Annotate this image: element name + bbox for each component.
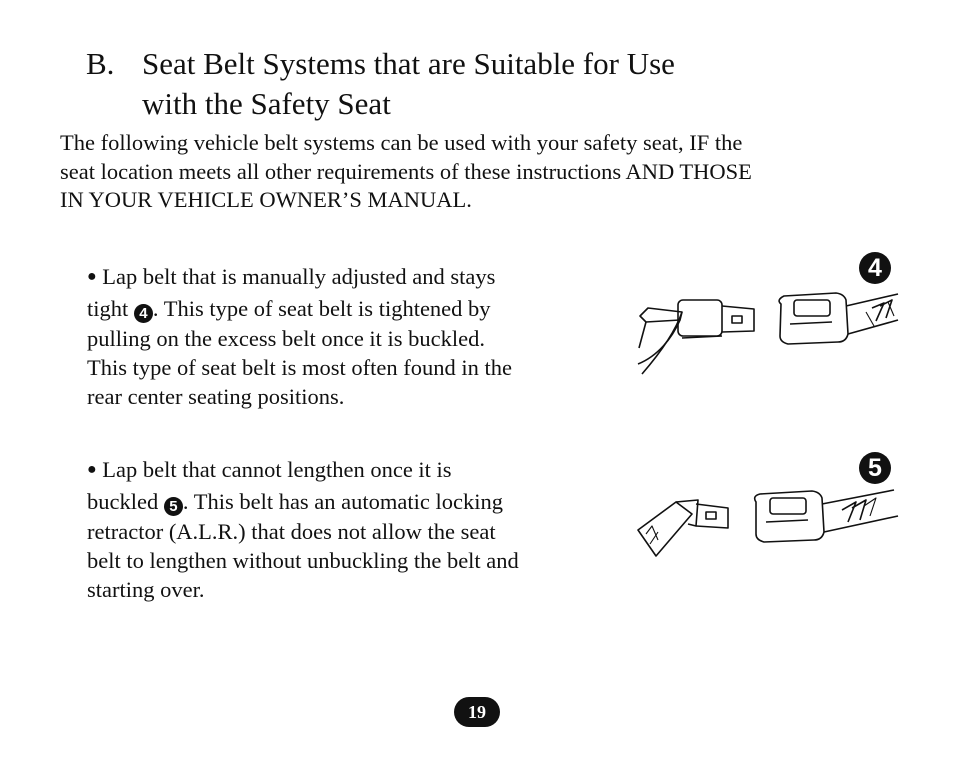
bullet-icon: ● xyxy=(87,268,97,285)
item-text: This type of seat belt is most often found in the xyxy=(87,354,512,380)
locking-lap-belt-illustration xyxy=(636,486,902,566)
intro-line: The following vehicle belt systems can be used with your safety seat, IF the xyxy=(60,130,743,155)
item-text: tight xyxy=(87,296,134,322)
belt-type-item-1 xyxy=(87,262,607,411)
manual-lap-belt-illustration xyxy=(636,290,902,380)
section-title-line-1: Seat Belt Systems that are Suitable for Use xyxy=(142,46,675,81)
item-text: pulling on the excess belt once it is buckled. xyxy=(87,325,486,351)
buckle-slot xyxy=(794,300,830,316)
section-title-line-2: with the Safety Seat xyxy=(142,86,391,121)
item-text: Lap belt that cannot lengthen once it is xyxy=(102,457,452,482)
bullet-icon: ● xyxy=(87,461,97,478)
item-text: belt to lengthen without unbuckling the belt and xyxy=(87,547,519,573)
figure-marker-5-icon: 5 xyxy=(164,497,183,516)
item-text: Lap belt that is manually adjusted and stays xyxy=(102,264,496,289)
buckle-slot xyxy=(770,498,806,514)
page-number-badge: 19 xyxy=(454,697,500,727)
belt-webbing xyxy=(640,308,682,322)
item-text: starting over. xyxy=(87,577,205,603)
item-text: buckled xyxy=(87,489,164,515)
item-text: . This belt has an automatic locking xyxy=(182,489,504,515)
latch-plate-housing xyxy=(678,300,722,336)
figure-number-badge: 5 xyxy=(859,452,891,484)
item-text: rear center seating positions. xyxy=(87,384,345,410)
belt-type-item-2 xyxy=(87,455,607,604)
latch-tongue xyxy=(696,504,728,528)
intro-line: IN YOUR VEHICLE OWNER’S MANUAL. xyxy=(60,187,472,212)
intro-paragraph xyxy=(60,129,890,215)
item-text: . This type of seat belt is tightened by xyxy=(152,296,491,322)
intro-line: seat location meets all other requirements of these instructions AND THOSE xyxy=(60,158,752,184)
item-text: retractor (A.L.R.) that does not allow the seat xyxy=(87,518,496,544)
section-letter: B. xyxy=(86,46,115,81)
figure-number-badge: 4 xyxy=(859,252,891,284)
figure-marker-4-icon: 4 xyxy=(134,304,153,323)
belt-webbing xyxy=(638,502,692,556)
latch-tongue xyxy=(722,306,754,332)
